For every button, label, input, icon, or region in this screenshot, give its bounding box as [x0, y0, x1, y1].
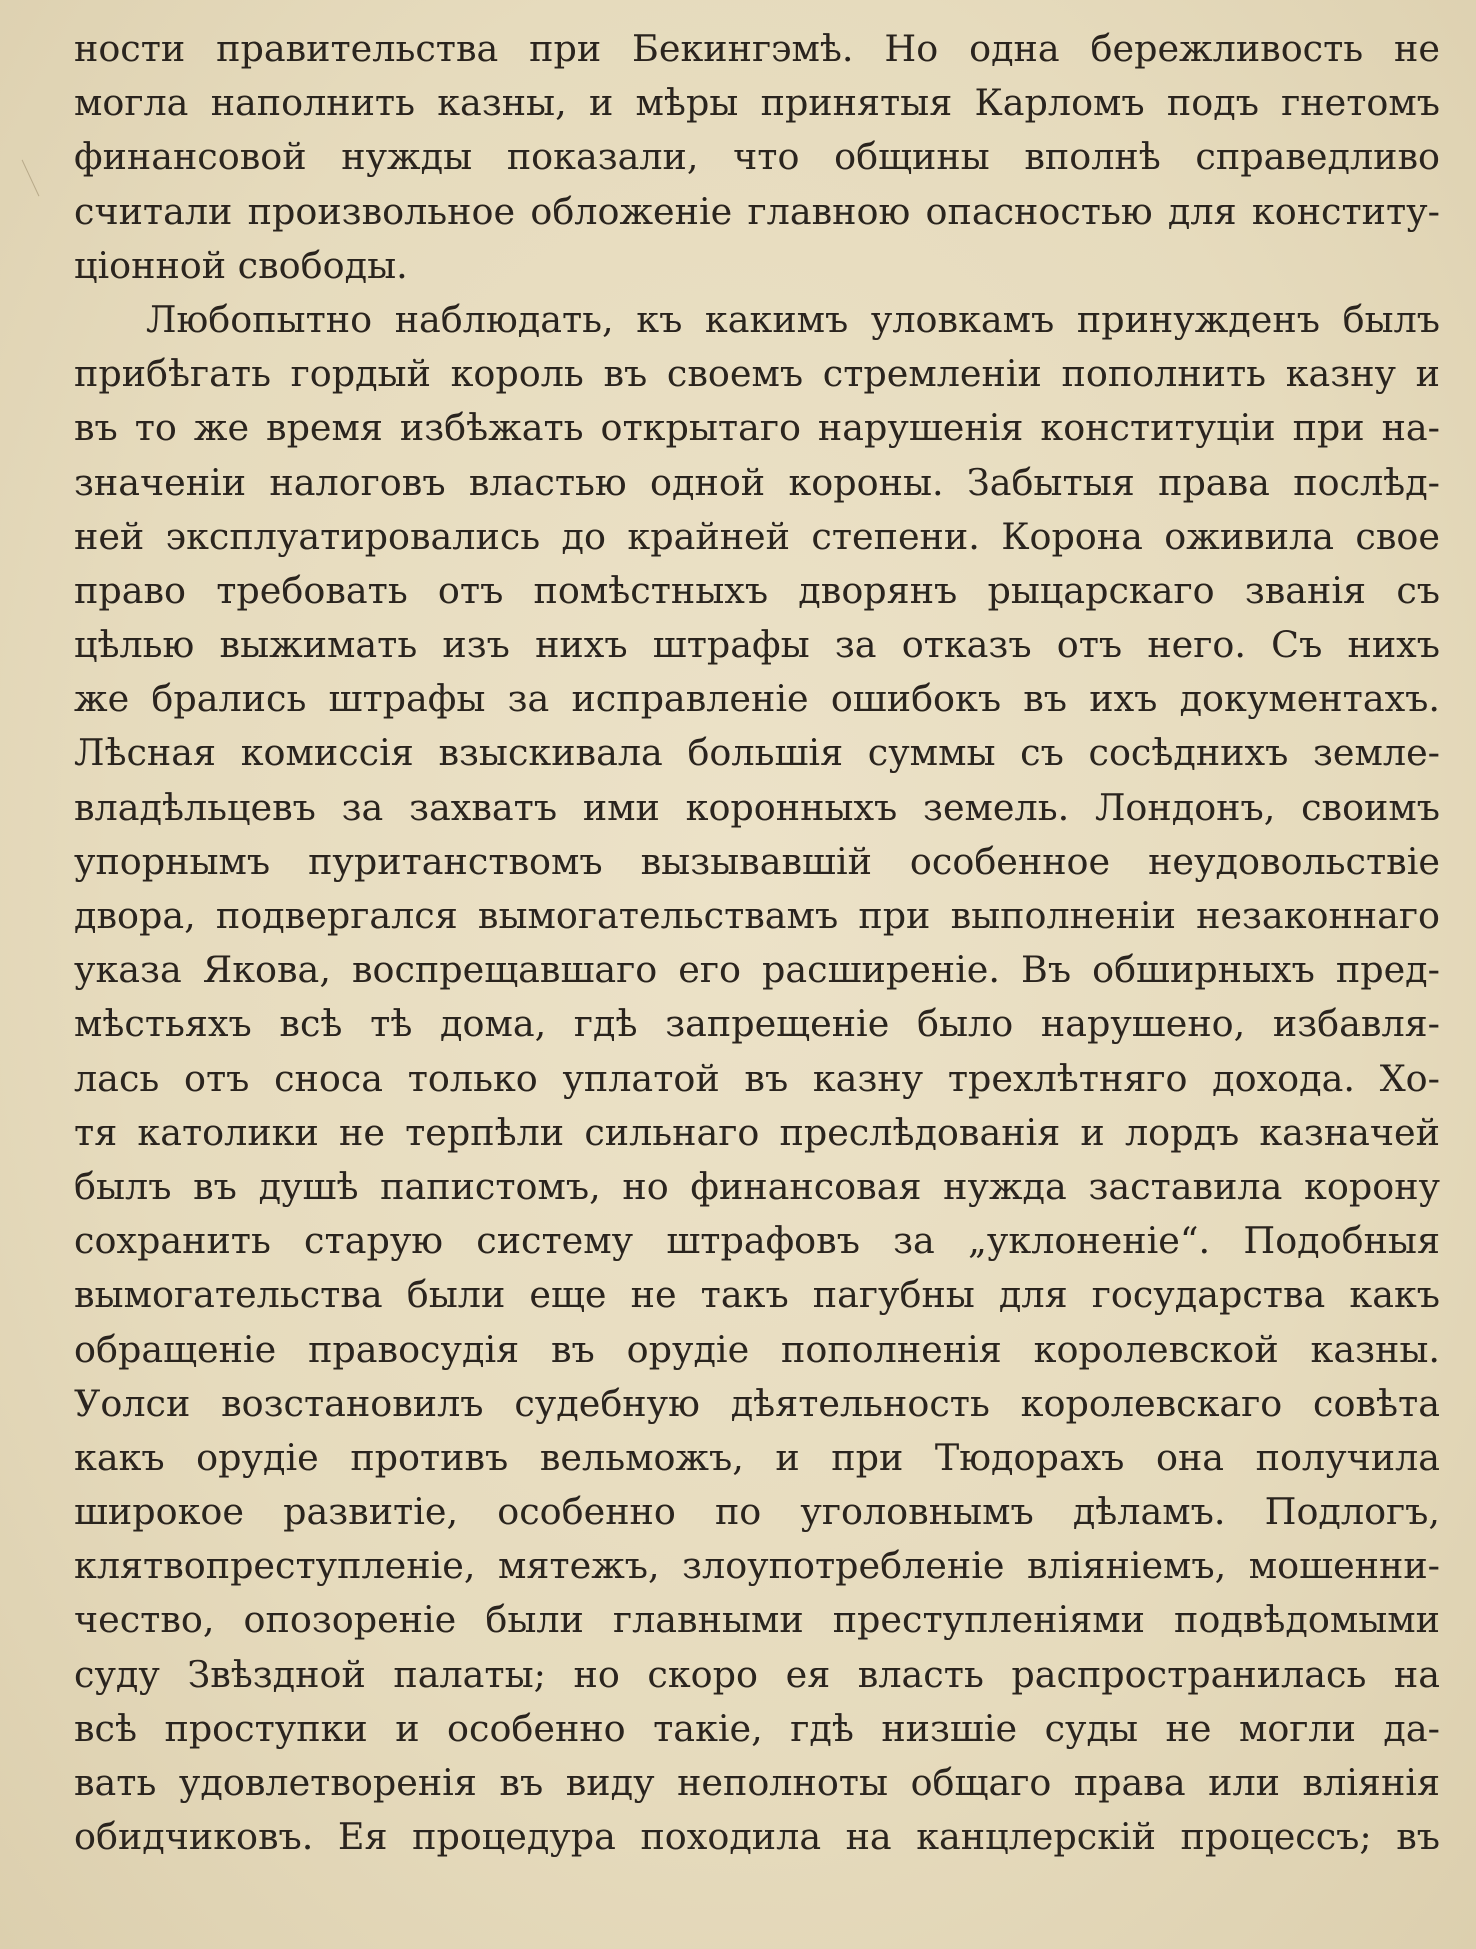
- body-text: [74, 22, 1440, 1864]
- text-line: упорнымъ пуританствомъ вызывавшій особенное неудовольствіе: [74, 839, 1440, 883]
- text-line: право требовать отъ помѣстныхъ дворянъ рыцарскаго званія съ: [74, 568, 1440, 612]
- text-line: владѣльцевъ за захватъ ими коронныхъ земель. Лондонъ, своимъ: [74, 785, 1440, 829]
- text-line: ности правительства при Бекингэмѣ. Но одна бережливость не: [74, 27, 1440, 70]
- text-line: широкое развитіе, особенно по уголовнымъ дѣламъ. Подлогъ,: [74, 1490, 1440, 1534]
- text-line: былъ въ душѣ папистомъ, но финансовая нужда заставила корону: [74, 1164, 1440, 1208]
- text-line: же брались штрафы за исправленіе ошибокъ въ ихъ документахъ.: [74, 677, 1440, 721]
- text-line: ціонной свободы.: [74, 243, 408, 287]
- text-line: мѣстьяхъ всѣ тѣ дома, гдѣ запрещеніе было нарушено, избавля-: [74, 1002, 1440, 1046]
- text-line: значеніи налоговъ властью одной короны. Забытыя права послѣд-: [74, 460, 1440, 504]
- text-line: клятвопреступленіе, мятежъ, злоупотребленіе вліяніемъ, мошенни-: [74, 1544, 1440, 1588]
- text-line: могла наполнить казны, и мѣры принятыя Карломъ подъ гнетомъ: [74, 81, 1440, 125]
- text-line: тя католики не терпѣли сильнаго преслѣдованія и лордъ казначей: [74, 1110, 1440, 1154]
- text-line: финансовой нужды показали, что общины вполнѣ справедливо: [74, 135, 1440, 179]
- text-line: всѣ проступки и особенно такіе, гдѣ низшіе суды не могли да-: [74, 1706, 1440, 1750]
- text-line: обращеніе правосудія въ орудіе пополненія королевской казны.: [74, 1327, 1440, 1371]
- text-line: считали произвольное обложеніе главною опасностью для конститу-: [74, 189, 1440, 233]
- text-line: цѣлью выжимать изъ нихъ штрафы за отказъ отъ него. Съ нихъ: [74, 623, 1440, 667]
- text-line: какъ орудіе противъ вельможъ, и при Тюдорахъ она получила: [74, 1435, 1440, 1479]
- text-line: двора, подвергался вымогательствамъ при выполненіи незаконнаго: [74, 894, 1440, 937]
- margin-mark: [22, 160, 40, 197]
- text-line: обидчиковъ. Ея процедура походила на канцлерскій процессъ; въ: [74, 1815, 1440, 1859]
- text-line: Лѣсная комиссія взыскивала большія суммы съ сосѣднихъ земле-: [74, 731, 1440, 775]
- text-line: вать удовлетворенія въ виду неполноты общаго права или вліянія: [74, 1761, 1440, 1804]
- text-line: въ то же время избѣжать открытаго нарушенія конституціи при на-: [74, 406, 1440, 450]
- text-line: прибѣгать гордый король въ своемъ стремленіи пополнить казну и: [74, 352, 1440, 396]
- text-line: ней эксплуатировались до крайней степени. Корона оживила свое: [74, 514, 1440, 558]
- text-line: указа Якова, воспрещавшаго его расширеніе. Въ обширныхъ пред-: [74, 948, 1440, 992]
- text-line: суду Звѣздной палаты; но скоро ея власть распространилась на: [74, 1652, 1440, 1696]
- text-line: Уолси возстановилъ судебную дѣятельность королевскаго совѣта: [74, 1381, 1440, 1425]
- text-line: лась отъ сноса только уплатой въ казну трехлѣтняго дохода. Хо-: [74, 1056, 1440, 1100]
- text-line: вымогательства были еще не такъ пагубны для государства какъ: [74, 1273, 1440, 1317]
- text-line: чество, опозореніе были главными преступленіями подвѣдомыми: [74, 1598, 1440, 1642]
- paragraph-first-line: Любопытно наблюдать, къ какимъ уловкамъ принужденъ былъ: [146, 297, 1440, 341]
- text-line: сохранить старую систему штрафовъ за „уклоненіе“. Подобныя: [74, 1219, 1440, 1263]
